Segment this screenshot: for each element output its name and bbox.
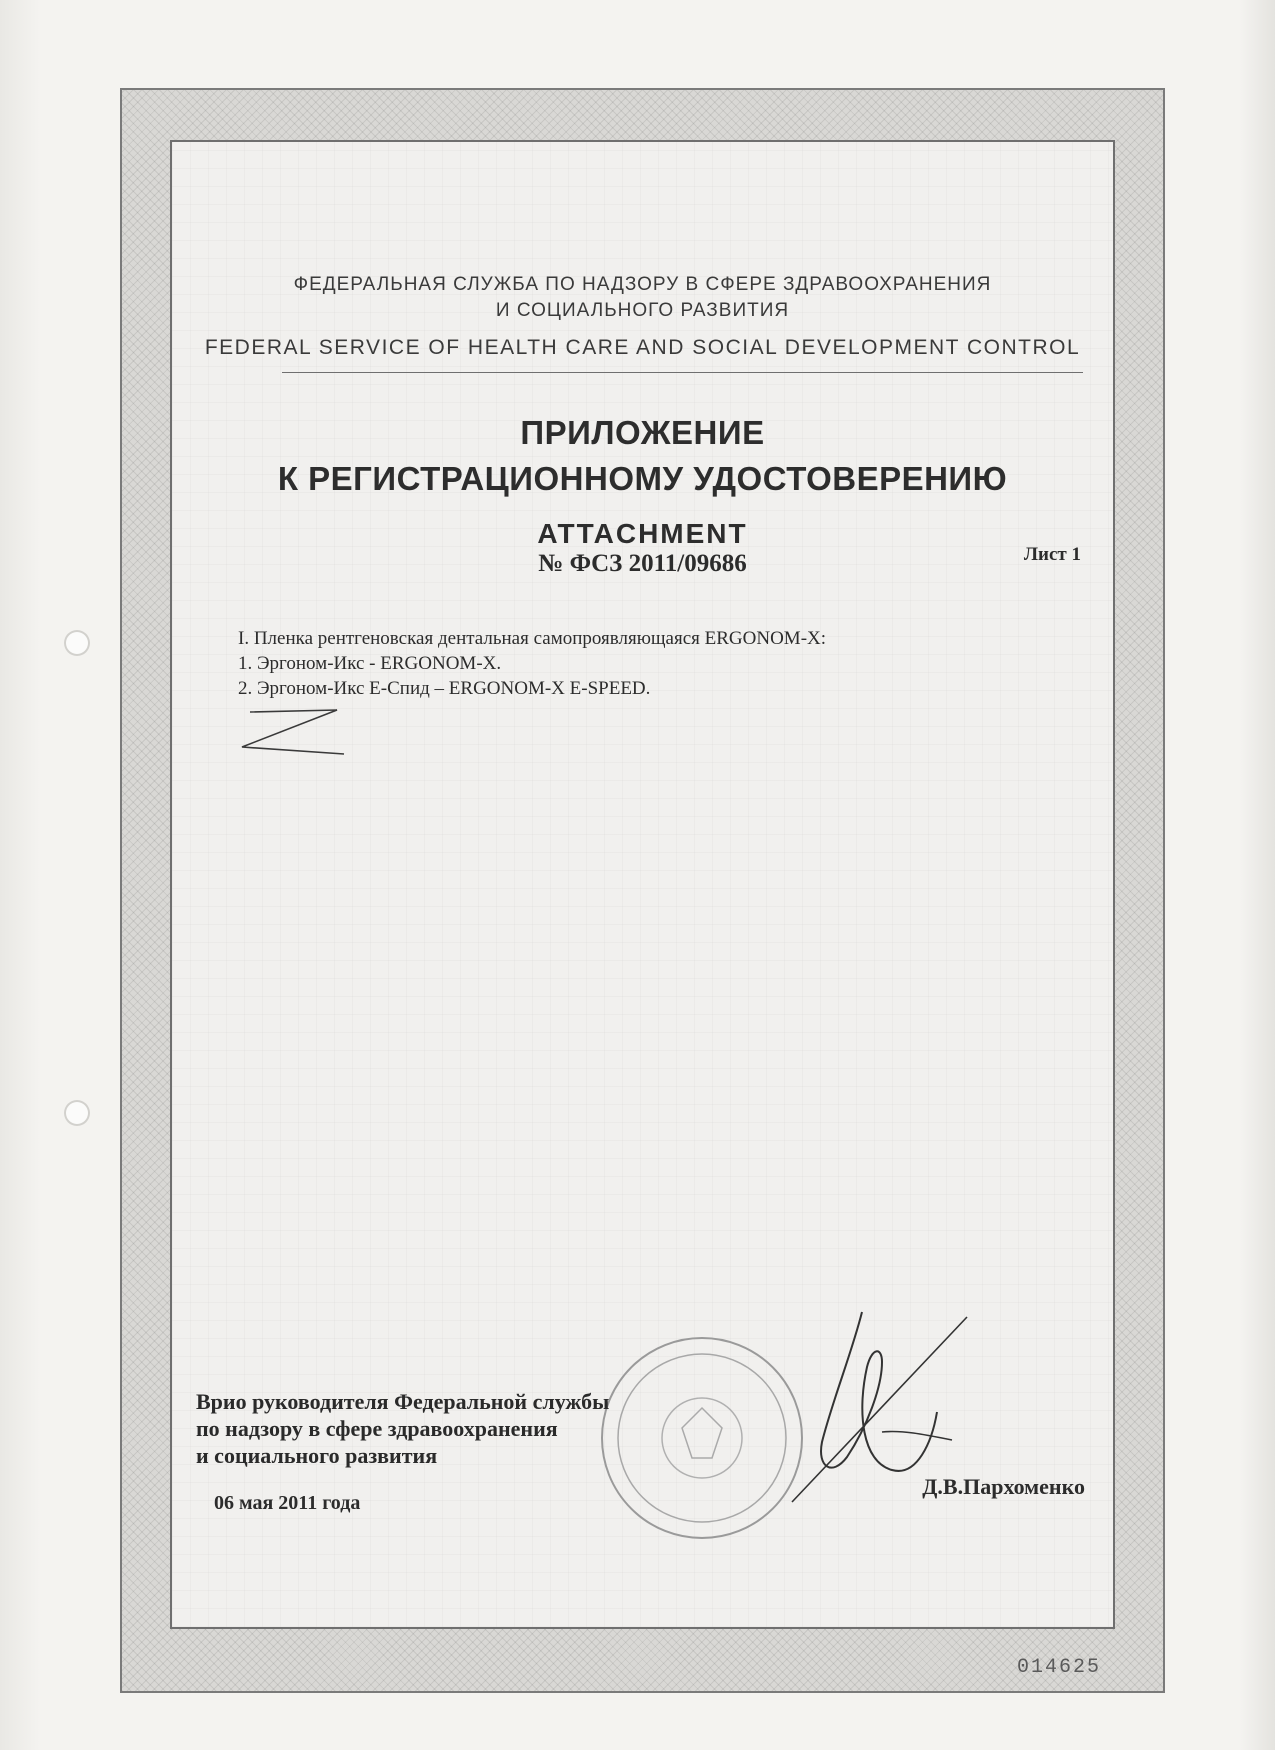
list-item: I. Пленка рентгеновская дентальная самопроявляющаяся ERGONOM-X:	[238, 628, 827, 649]
product-list	[238, 626, 826, 701]
signer-name: Д.В.Пархоменко	[922, 1474, 1085, 1499]
agency-name-ru-line2: И СОЦИАЛЬНОГО РАЗВИТИЯ	[495, 300, 790, 321]
signer-title-line2: по надзору в сфере здравоохранения	[196, 1416, 558, 1441]
list-item: 1. Эргоном-Икс - ERGONOM-X.	[238, 653, 502, 674]
z-strike-mark	[232, 702, 352, 762]
form-serial-number: 014625	[1016, 1656, 1101, 1679]
issue-date: 06 мая 2011 года	[214, 1492, 361, 1514]
title-line2: К РЕГИСТРАЦИОННОМУ УДОСТОВЕРЕНИЮ	[277, 460, 1008, 497]
punch-hole-bottom	[64, 1100, 90, 1126]
signer-title	[196, 1388, 609, 1469]
signer-title-line1: Врио руководителя Федеральной службы	[196, 1389, 610, 1414]
title-line1: ПРИЛОЖЕНИЕ	[520, 414, 765, 451]
header-divider	[282, 372, 1083, 373]
signer-title-line3: и социального развития	[196, 1443, 438, 1468]
agency-name-en: FEDERAL SERVICE OF HEALTH CARE AND SOCIAL DEVELOPMENT CONTROL	[204, 336, 1081, 359]
registration-number: № ФСЗ 2011/09686	[538, 550, 747, 577]
list-item: 2. Эргоном-Икс Е-Спид – ERGONOM-X E-SPEED.	[238, 678, 651, 699]
certificate-body	[170, 140, 1115, 1679]
sheet-number: Лист 1	[1023, 544, 1081, 565]
certificate-frame	[120, 88, 1165, 1693]
punch-hole-top	[64, 630, 90, 656]
title-english: ATTACHMENT	[537, 518, 748, 549]
agency-name-ru-line1: ФЕДЕРАЛЬНАЯ СЛУЖБА ПО НАДЗОРУ В СФЕРЕ ЗДРАВООХРАНЕНИЯ	[293, 274, 992, 295]
